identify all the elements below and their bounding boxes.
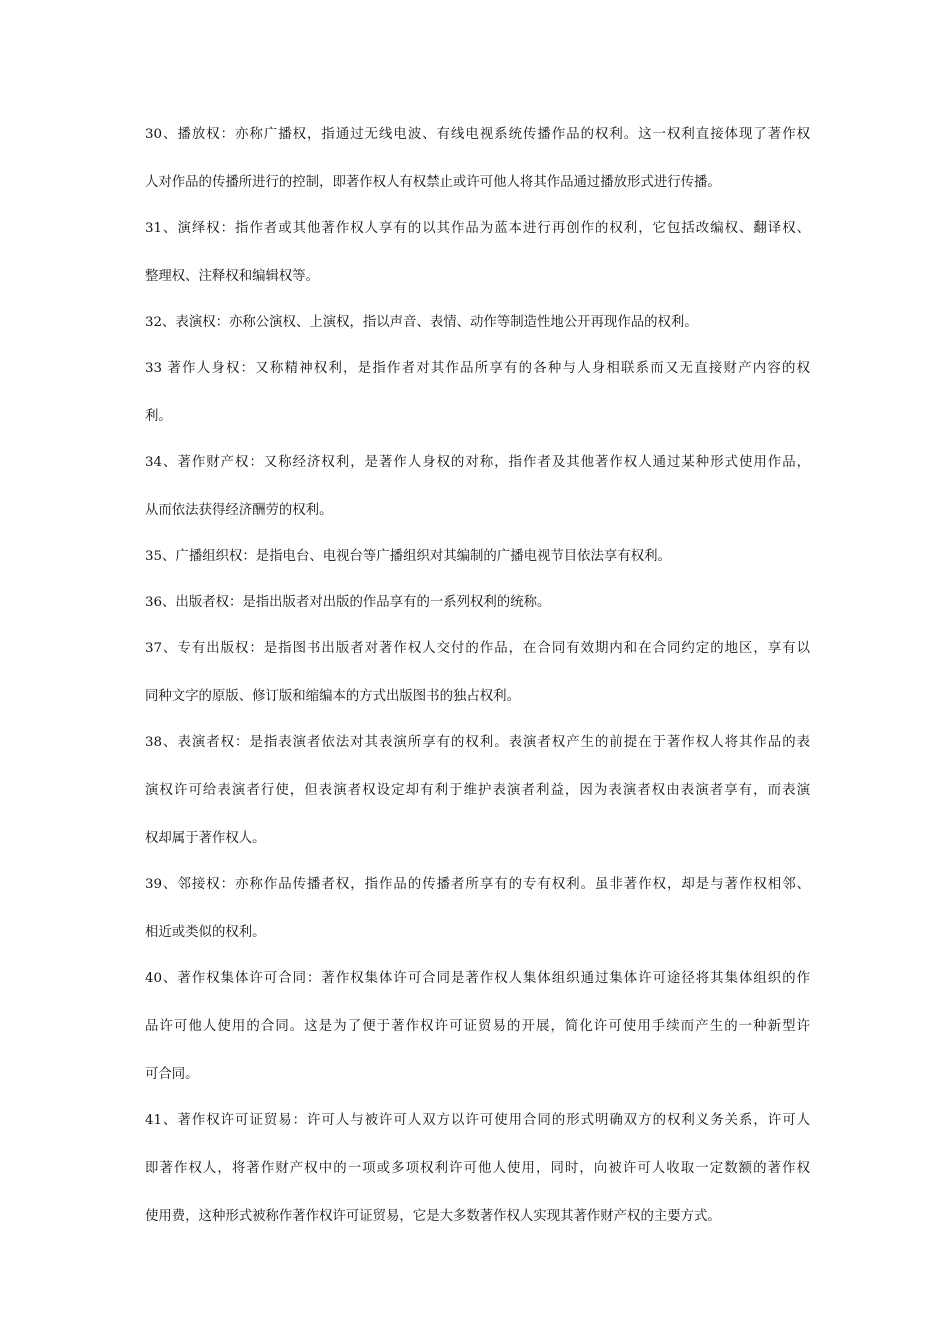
paragraph-line: 品许可他人使用的合同。这是为了便于著作权许可证贸易的开展，简化许可使用手续而产生的一种新型许 xyxy=(145,1019,810,1034)
paragraph-line: 39、邻接权：亦称作品传播者权，指作品的传播者所享有的专有权利。虽非著作权，却是与著作权相邻、 xyxy=(145,877,810,892)
paragraph-line: 33 著作人身权：又称精神权利，是指作者对其作品所享有的各种与人身相联系而又无直接财产内容的权 xyxy=(145,361,810,376)
paragraph-line: 31、演绎权：指作者或其他著作权人享有的以其作品为蓝本进行再创作的权利，它包括改编权、翻译权、 xyxy=(145,221,810,236)
paragraph-line: 人对作品的传播所进行的控制，即著作权人有权禁止或许可他人将其作品通过播放形式进行传播。 xyxy=(145,175,721,190)
definition-paragraph xyxy=(145,354,810,432)
paragraph-line: 权却属于著作权人。 xyxy=(145,831,266,846)
paragraph-line: 34、著作财产权：又称经济权利，是著作人身权的对称，指作者及其他著作权人通过某种形式使用作品， xyxy=(145,455,810,470)
paragraph-line: 利。 xyxy=(145,409,172,424)
paragraph-line: 38、表演者权：是指表演者依法对其表演所享有的权利。表演者权产生的前提在于著作权人将其作品的表 xyxy=(145,735,810,750)
paragraph-line: 使用费，这种形式被称作著作权许可证贸易，它是大多数著作权人实现其著作财产权的主要方式。 xyxy=(145,1209,721,1224)
paragraph-line: 演权许可给表演者行使，但表演者权设定却有利于维护表演者利益，因为表演者权由表演者享有，而表演 xyxy=(145,783,810,798)
paragraph-line: 同种文字的原版、修订版和缩编本的方式出版图书的独占权利。 xyxy=(145,689,520,704)
definition-paragraph xyxy=(145,588,810,618)
paragraph-line: 36、出版者权：是指出版者对出版的作品享有的一系列权利的统称。 xyxy=(145,595,551,610)
definition-paragraph xyxy=(145,634,810,712)
definition-paragraph xyxy=(145,728,810,854)
definition-paragraph xyxy=(145,448,810,526)
definition-paragraph xyxy=(145,214,810,292)
paragraph-line: 32、表演权：亦称公演权、上演权，指以声音、表情、动作等制造性地公开再现作品的权利。 xyxy=(145,315,698,330)
paragraph-line: 相近或类似的权利。 xyxy=(145,925,266,940)
paragraph-line: 41、著作权许可证贸易：许可人与被许可人双方以许可使用合同的形式明确双方的权利义务关系，许可人 xyxy=(145,1113,810,1128)
paragraph-line: 即著作权人，将著作财产权中的一项或多项权利许可他人使用，同时，向被许可人收取一定数额的著作权 xyxy=(145,1161,810,1176)
document-body xyxy=(145,120,810,1248)
definition-paragraph xyxy=(145,308,810,338)
definition-paragraph xyxy=(145,542,810,572)
paragraph-line: 从而依法获得经济酬劳的权利。 xyxy=(145,503,333,518)
paragraph-line: 40、著作权集体许可合同：著作权集体许可合同是著作权人集体组织通过集体许可途径将其集体组织的作 xyxy=(145,971,810,986)
paragraph-line: 可合同。 xyxy=(145,1067,199,1082)
definition-paragraph xyxy=(145,870,810,948)
paragraph-line: 35、广播组织权：是指电台、电视台等广播组织对其编制的广播电视节目依法享有权利。 xyxy=(145,549,671,564)
definition-paragraph xyxy=(145,1106,810,1232)
definition-paragraph xyxy=(145,120,810,198)
definition-paragraph xyxy=(145,964,810,1090)
paragraph-line: 30、播放权：亦称广播权，指通过无线电波、有线电视系统传播作品的权利。这一权利直接体现了著作权 xyxy=(145,127,810,142)
paragraph-line: 37、专有出版权：是指图书出版者对著作权人交付的作品，在合同有效期内和在合同约定的地区，享有以 xyxy=(145,641,810,656)
paragraph-line: 整理权、注释权和编辑权等。 xyxy=(145,269,320,284)
